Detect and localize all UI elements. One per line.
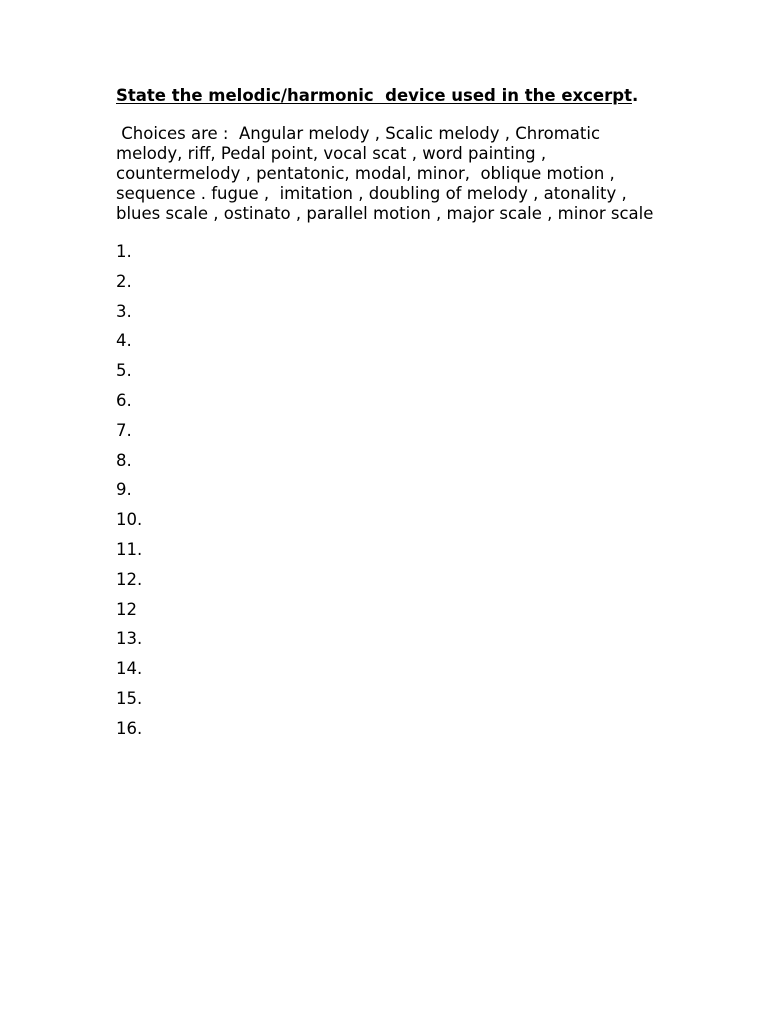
answer-line: 6.	[116, 390, 132, 410]
answer-line: 5.	[116, 361, 132, 381]
answer-line: 11.	[116, 539, 143, 559]
answer-line: 12.	[116, 569, 143, 589]
worksheet-title	[116, 86, 664, 106]
answer-line: 10.	[116, 510, 143, 530]
worksheet-title-text: State the melodic/harmonic device used in the excerpt	[116, 86, 632, 105]
answer-line: 7.	[116, 420, 132, 440]
answer-line: 16.	[116, 718, 143, 738]
answer-line: 1.	[116, 242, 132, 261]
answer-line: 9.	[116, 480, 132, 500]
worksheet-content	[116, 86, 664, 749]
answer-list	[116, 242, 664, 749]
answer-line: 3.	[116, 301, 132, 321]
answer-line: 15.	[116, 688, 143, 708]
answer-line: 14.	[116, 659, 143, 679]
choices-paragraph: Choices are : Angular melody , Scalic melody , Chromatic melody, riff, Pedal point, vocal scat , word painting , countermelody , pentatonic, modal, minor, oblique motion , sequence . fugue , imitation , doubling of melody , atonality , blues scale , ostinato , parallel motion , major scale , minor scale	[116, 124, 654, 223]
answer-line: 4.	[116, 331, 132, 351]
worksheet-title-period: .	[631, 86, 639, 105]
answer-line: 8.	[116, 450, 132, 470]
answer-line: 2.	[116, 271, 132, 291]
answer-line: 13.	[116, 629, 143, 649]
answer-line: 12	[116, 599, 137, 619]
